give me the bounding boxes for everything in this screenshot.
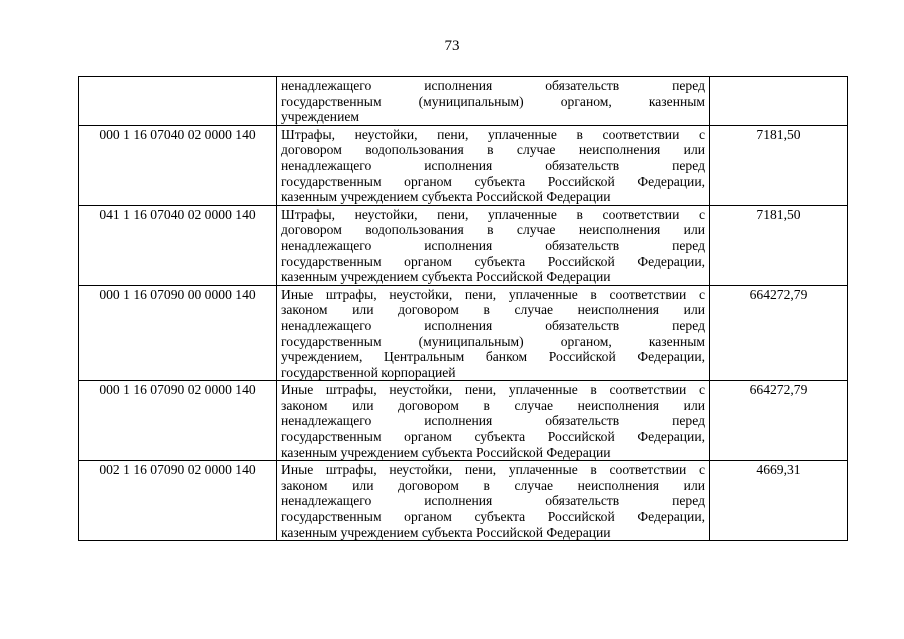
revenue-name-line: Иные штрафы, неустойки, пени, уплаченные в соответствии с [281,462,705,478]
budget-code-cell [79,77,277,126]
revenue-name-line: ненадлежащего исполнения обязательств перед [281,413,705,429]
budget-revenue-table [78,76,848,541]
budget-code-cell: 000 1 16 07040 02 0000 140 [79,125,277,205]
revenue-name-line: Иные штрафы, неустойки, пени, уплаченные в соответствии с [281,286,705,302]
amount-cell: 664272,79 [710,285,848,381]
table-row [79,381,848,461]
amount-cell: 7181,50 [710,125,848,205]
budget-code-cell: 002 1 16 07090 02 0000 140 [79,461,277,541]
revenue-name-line: Штрафы, неустойки, пени, уплаченные в соответствии с [281,206,705,222]
revenue-name-line: государственной корпорацией [281,364,456,380]
revenue-name-cell [277,285,710,381]
revenue-name-line: государственным органом субъекта Российской Федерации, [281,509,705,525]
revenue-name-line: казенным учреждением субъекта Российской Федерации [281,524,611,540]
revenue-name-line: Иные штрафы, неустойки, пени, уплаченные в соответствии с [281,382,705,398]
revenue-name-line: государственным органом субъекта Российской Федерации, [281,429,705,445]
revenue-name-line: государственным (муниципальным) органом, казенным [281,333,705,349]
revenue-name-line: законом или договором в случае неисполнения или [281,302,705,318]
revenue-name-cell [277,381,710,461]
revenue-name-line: законом или договором в случае неисполнения или [281,397,705,413]
revenue-name-line: договором водопользования в случае неисполнения или [281,222,705,238]
budget-code-cell: 041 1 16 07040 02 0000 140 [79,205,277,285]
amount-cell: 7181,50 [710,205,848,285]
revenue-name-line: учреждением, Центральным банком Российской Федерации, [281,349,705,365]
table-body [79,77,848,541]
amount-cell: 4669,31 [710,461,848,541]
page-number: 73 [444,38,460,54]
revenue-name-cell [277,205,710,285]
table-row [79,461,848,541]
revenue-name-line: законом или договором в случае неисполнения или [281,477,705,493]
revenue-name-line: государственным органом субъекта Российской Федерации, [281,253,705,269]
table-row [79,205,848,285]
revenue-name-line: ненадлежащего исполнения обязательств перед [281,493,705,509]
amount-cell [710,77,848,126]
revenue-name-line: договором водопользования в случае неисполнения или [281,142,705,158]
table-row [79,125,848,205]
revenue-name-line: ненадлежащего исполнения обязательств перед [281,157,705,173]
revenue-name-line: учреждением [281,109,359,125]
revenue-name-cell [277,125,710,205]
revenue-name-cell [277,461,710,541]
revenue-name-line: ненадлежащего исполнения обязательств перед [281,78,705,93]
revenue-name-line: государственным (муниципальным) органом, казенным [281,93,705,109]
table-row [79,77,848,126]
revenue-name-line: ненадлежащего исполнения обязательств перед [281,237,705,253]
revenue-name-line: казенным учреждением субъекта Российской Федерации [281,189,611,205]
revenue-name-line: Штрафы, неустойки, пени, уплаченные в соответствии с [281,126,705,142]
revenue-name-cell [277,77,710,126]
table-row [79,285,848,381]
budget-code-cell: 000 1 16 07090 02 0000 140 [79,381,277,461]
amount-cell: 664272,79 [710,381,848,461]
revenue-name-line: государственным органом субъекта Российской Федерации, [281,173,705,189]
revenue-name-line: казенным учреждением субъекта Российской Федерации [281,269,611,285]
budget-code-cell: 000 1 16 07090 00 0000 140 [79,285,277,381]
revenue-name-line: казенным учреждением субъекта Российской Федерации [281,444,611,460]
revenue-name-line: ненадлежащего исполнения обязательств перед [281,317,705,333]
